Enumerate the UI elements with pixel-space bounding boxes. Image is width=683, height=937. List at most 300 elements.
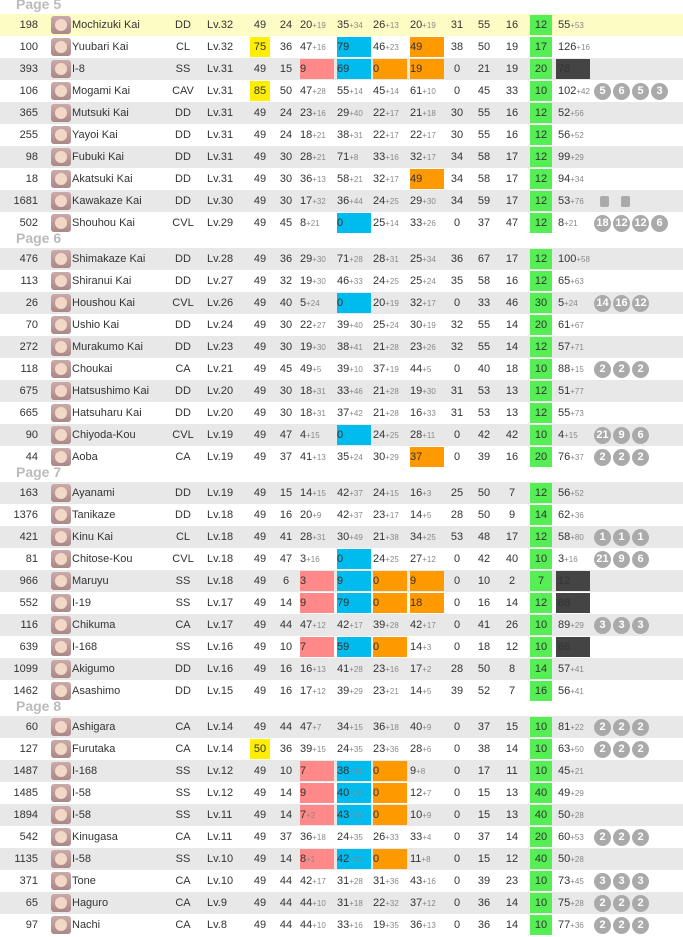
stat-antiair-value: 45	[373, 85, 386, 97]
stat-e: 0	[453, 63, 461, 75]
stat-firepower-value: 8	[300, 217, 307, 229]
stat-g: 14	[505, 897, 519, 909]
stat-a-value: 49	[253, 297, 267, 309]
stat-e: 0	[453, 575, 461, 587]
stat-g: 8	[508, 663, 516, 675]
stat-b: 44	[279, 875, 293, 887]
stat-hp-value: 100	[558, 253, 577, 265]
ship-name[interactable]: Mutsuki Kai	[72, 107, 129, 119]
stat-torpedo-value: 42	[337, 487, 350, 499]
stat-hp-bonus: +16	[576, 43, 590, 52]
table-row[interactable]	[0, 190, 683, 212]
stat-luck-value: 12	[534, 107, 548, 119]
stat-firepower-value: 44	[300, 897, 313, 909]
ship-name[interactable]: Tanikaze	[72, 509, 116, 521]
ship-name[interactable]: I-58	[72, 853, 91, 865]
stat-g: 13	[505, 787, 519, 799]
stat-firepower-value: 16	[300, 663, 313, 675]
stat-armor-bonus: +5	[422, 687, 432, 696]
avatar	[51, 484, 71, 502]
slot-list	[594, 782, 682, 804]
avatar-face	[55, 275, 67, 287]
stat-luck-value: 12	[534, 173, 548, 185]
table-row[interactable]	[0, 380, 683, 402]
ship-name[interactable]: Shimakaze Kai	[72, 253, 146, 265]
ship-name[interactable]: I-58	[72, 809, 91, 821]
stat-hp-value: 77	[558, 919, 571, 931]
table-row[interactable]	[0, 892, 683, 914]
stat-armor-value: 33	[410, 831, 423, 843]
table-row[interactable]	[0, 270, 683, 292]
stat-armor-bonus: +3	[422, 643, 432, 652]
stat-e: 0	[453, 919, 461, 931]
stat-a-value: 49	[253, 531, 267, 543]
stat-hp-value: 61	[558, 319, 571, 331]
stat-armor-value: 21	[410, 107, 423, 119]
ship-level: Lv.31	[207, 173, 234, 185]
ship-name[interactable]: I-58	[72, 787, 91, 799]
stat-torpedo-bonus: +15	[349, 723, 363, 732]
ship-name[interactable]: Ushio Kai	[72, 319, 120, 331]
stat-luck-value: 10	[534, 85, 548, 97]
stat-torpedo-value: 69	[337, 63, 350, 75]
table-row[interactable]	[0, 504, 683, 526]
table-row[interactable]	[0, 36, 683, 58]
stat-hp	[558, 402, 592, 424]
ship-name[interactable]: Maruyu	[72, 575, 109, 587]
stat-hp	[558, 892, 592, 914]
stat-torpedo-value: 33	[337, 919, 350, 931]
avatar	[51, 250, 71, 268]
stat-hp-value: 50	[558, 809, 571, 821]
stat-armor-value: 25	[410, 253, 423, 265]
stat-firepower-value: 47	[300, 619, 313, 631]
stat-firepower	[300, 526, 335, 548]
stat-hp-value: 55	[558, 407, 571, 419]
stat-b: 36	[279, 41, 293, 53]
ship-name[interactable]: Chitose-Kou	[72, 553, 133, 565]
table-row[interactable]	[0, 570, 683, 592]
stat-a	[250, 212, 270, 234]
table-row[interactable]	[0, 548, 683, 570]
table-row[interactable]	[0, 636, 683, 658]
stat-armor-bonus: +17	[422, 621, 436, 630]
table-row[interactable]	[0, 848, 683, 870]
stat-armor-value: 32	[410, 297, 423, 309]
stat-a-value: 49	[253, 809, 267, 821]
stat-e: 34	[450, 195, 464, 207]
stat-a-value: 49	[253, 19, 267, 31]
ship-type: DD	[175, 173, 191, 185]
stat-armor-value: 10	[410, 809, 423, 821]
ship-name[interactable]: Haguro	[72, 897, 109, 909]
stat-torpedo-value: 38	[337, 765, 350, 777]
stat-hp-bonus: +58	[576, 255, 590, 264]
table-row[interactable]	[0, 614, 683, 636]
stat-armor-bonus: +25	[422, 533, 436, 542]
table-row[interactable]	[0, 680, 683, 702]
table-row[interactable]	[0, 826, 683, 848]
stat-torpedo-bonus: +8	[349, 153, 359, 162]
stat-armor	[410, 614, 444, 636]
stat-e: 39	[450, 685, 464, 697]
table-row[interactable]	[0, 760, 683, 782]
stat-hp-value: 99	[558, 151, 571, 163]
stat-g: 15	[505, 721, 519, 733]
table-row[interactable]	[0, 80, 683, 102]
stat-torpedo	[337, 402, 371, 424]
ship-id: 97	[25, 919, 38, 931]
ship-name[interactable]: Kinu Kai	[72, 531, 113, 543]
ship-name[interactable]: I-168	[72, 641, 98, 653]
ship-name[interactable]: Furutaka	[72, 743, 116, 755]
stat-antiair-value: 0	[373, 765, 380, 777]
stat-torpedo	[337, 892, 371, 914]
stat-hp	[558, 738, 592, 760]
stat-torpedo-value: 71	[337, 151, 350, 163]
table-row[interactable]	[0, 402, 683, 424]
trash-icon[interactable]	[621, 196, 630, 207]
ship-level: Lv.12	[207, 787, 234, 799]
table-row[interactable]	[0, 526, 683, 548]
stat-e: 0	[453, 897, 461, 909]
ship-id: 106	[19, 85, 38, 97]
stat-torpedo	[337, 848, 371, 870]
stat-antiair	[373, 336, 407, 358]
stat-torpedo	[337, 124, 371, 146]
stat-e: 34	[450, 173, 464, 185]
avatar-face	[55, 487, 67, 499]
stat-firepower-value: 3	[300, 553, 307, 565]
slot-list	[594, 892, 682, 914]
stat-g: 14	[505, 831, 519, 843]
table-row[interactable]	[0, 592, 683, 614]
ship-type: CA	[175, 743, 191, 755]
ship-name[interactable]: Tone	[72, 875, 96, 887]
stat-luck-value: 20	[534, 63, 548, 75]
stat-firepower	[300, 124, 335, 146]
stat-luck-value: 7	[537, 575, 545, 587]
table-row[interactable]	[0, 102, 683, 124]
ship-type: SS	[175, 787, 191, 799]
stat-hp	[558, 526, 592, 548]
stat-armor	[410, 892, 444, 914]
slot-list	[594, 14, 682, 36]
stat-torpedo-value: 43	[337, 809, 350, 821]
table-row[interactable]	[0, 314, 683, 336]
stat-torpedo	[337, 36, 371, 58]
stat-torpedo	[337, 14, 371, 36]
ship-name[interactable]: I-19	[72, 597, 91, 609]
trash-icon[interactable]	[600, 196, 609, 207]
slot-count-badge: 1	[613, 529, 630, 546]
ship-name[interactable]: Mochizuki Kai	[72, 19, 140, 31]
slot-list	[594, 292, 682, 314]
stat-e: 0	[453, 363, 461, 375]
stat-a	[250, 592, 270, 614]
ship-name[interactable]: Yuubari Kai	[72, 41, 129, 53]
stat-luck	[530, 124, 552, 146]
stat-firepower	[300, 336, 335, 358]
stat-hp	[558, 548, 592, 570]
stat-antiair-value: 21	[373, 407, 386, 419]
table-row[interactable]	[0, 124, 683, 146]
stat-f: 17	[477, 765, 491, 777]
ship-type: DD	[175, 509, 191, 521]
ship-name[interactable]: Chiyoda-Kou	[72, 429, 136, 441]
stat-firepower-bonus: +7	[312, 723, 322, 732]
ship-name[interactable]: Nachi	[72, 919, 101, 931]
table-row[interactable]	[0, 482, 683, 504]
stat-torpedo-value: 39	[337, 363, 350, 375]
avatar	[51, 528, 71, 546]
stat-torpedo-value: 42	[337, 853, 350, 865]
stat-hp	[558, 636, 592, 658]
stat-antiair-bonus: +25	[385, 197, 399, 206]
stat-armor	[410, 58, 444, 80]
ship-id: 127	[19, 743, 38, 755]
stat-f: 10	[477, 575, 491, 587]
stat-firepower	[300, 58, 335, 80]
stat-luck-value: 10	[534, 919, 548, 931]
stat-hp-value: 76	[558, 451, 571, 463]
stat-antiair-bonus: +14	[385, 219, 399, 228]
stat-a-value: 49	[253, 363, 267, 375]
stat-luck	[530, 826, 552, 848]
table-row[interactable]	[0, 782, 683, 804]
stat-armor-value: 40	[410, 721, 423, 733]
stat-luck-value: 10	[534, 363, 548, 375]
ship-name[interactable]: Murakumo Kai	[72, 341, 143, 353]
stat-armor-value: 29	[410, 195, 423, 207]
stat-g: 47	[505, 217, 519, 229]
stat-armor-bonus: +9	[422, 723, 432, 732]
stat-firepower	[300, 380, 335, 402]
stat-f: 53	[477, 385, 491, 397]
ship-name[interactable]: Houshou Kai	[72, 297, 135, 309]
stat-luck-value: 12	[534, 341, 548, 353]
stat-e: 34	[450, 151, 464, 163]
stat-firepower-bonus: +28	[312, 87, 326, 96]
avatar	[51, 572, 71, 590]
stat-torpedo-value: 42	[337, 619, 350, 631]
ship-name[interactable]: Shiranui Kai	[72, 275, 132, 287]
stat-torpedo-value: 9	[337, 575, 344, 587]
stat-antiair-value: 37	[373, 363, 386, 375]
ship-id: 393	[19, 63, 38, 75]
stat-hp-value: 12	[558, 575, 571, 587]
avatar-face	[55, 919, 67, 931]
stat-b: 15	[279, 63, 293, 75]
stat-f: 16	[477, 597, 491, 609]
avatar	[51, 192, 71, 210]
table-row[interactable]	[0, 424, 683, 446]
table-row[interactable]	[0, 716, 683, 738]
stat-b: 44	[279, 919, 293, 931]
stat-firepower-bonus: +18	[312, 833, 326, 842]
avatar	[51, 382, 71, 400]
stat-firepower-value: 47	[300, 721, 313, 733]
stat-firepower-bonus: +21	[312, 153, 326, 162]
stat-firepower-value: 47	[300, 41, 313, 53]
ship-name[interactable]: Choukai	[72, 363, 113, 375]
stat-firepower	[300, 146, 335, 168]
ship-name[interactable]: Akigumo	[72, 663, 115, 675]
ship-name[interactable]: Aoba	[72, 451, 98, 463]
ship-name[interactable]: Asashimo	[72, 685, 121, 697]
ship-type: CVL	[172, 217, 194, 229]
ship-name[interactable]: Akatsuki Kai	[72, 173, 133, 185]
stat-armor-bonus: +4	[422, 833, 432, 842]
table-row[interactable]	[0, 446, 683, 468]
slot-count-badge: 3	[632, 617, 649, 634]
stat-a-value: 49	[253, 429, 267, 441]
table-row[interactable]	[0, 248, 683, 270]
table-row[interactable]	[0, 870, 683, 892]
stat-antiair	[373, 826, 407, 848]
ship-id: 476	[19, 253, 38, 265]
stat-b: 37	[279, 831, 293, 843]
ship-name[interactable]: Hatsuharu Kai	[72, 407, 142, 419]
ship-name[interactable]: I-168	[72, 765, 98, 777]
ship-type: CA	[175, 831, 191, 843]
stat-antiair-value: 46	[373, 41, 386, 53]
ship-id: 1376	[13, 509, 38, 521]
stat-b: 16	[279, 509, 293, 521]
avatar	[51, 272, 71, 290]
stat-armor-bonus: +30	[422, 197, 436, 206]
ship-name[interactable]: Kinugasa	[72, 831, 118, 843]
stat-armor-bonus: +12	[422, 899, 436, 908]
ship-name[interactable]: Yayoi Kai	[72, 129, 118, 141]
ship-id: 421	[19, 531, 38, 543]
stat-g: 13	[505, 385, 519, 397]
ship-name[interactable]: Ayanami	[72, 487, 115, 499]
stat-hp-value: 50	[558, 853, 571, 865]
ship-name[interactable]: Ashigara	[72, 721, 116, 733]
stat-hp-bonus: +37	[570, 453, 584, 462]
stat-antiair-bonus: +28	[385, 409, 399, 418]
stat-hp-bonus: +28	[570, 899, 584, 908]
slot-count-badge: 12	[613, 215, 630, 232]
stat-e: 31	[450, 385, 464, 397]
stat-f: 33	[477, 297, 491, 309]
stat-firepower-bonus: +30	[312, 255, 326, 264]
stat-antiair-bonus: +24	[385, 321, 399, 330]
avatar	[51, 872, 71, 890]
ship-id: 675	[19, 385, 38, 397]
stat-torpedo-value: 39	[337, 685, 350, 697]
stat-armor-bonus: +13	[422, 921, 436, 930]
stat-armor-bonus: +34	[422, 255, 436, 264]
ship-name[interactable]: Mogami Kai	[72, 85, 131, 97]
table-row[interactable]	[0, 146, 683, 168]
table-row[interactable]	[0, 358, 683, 380]
table-row[interactable]	[0, 168, 683, 190]
table-row[interactable]	[0, 292, 683, 314]
stat-antiair	[373, 504, 407, 526]
avatar	[51, 550, 71, 568]
stat-hp	[558, 716, 592, 738]
table-row[interactable]	[0, 738, 683, 760]
stat-luck-value: 12	[534, 407, 548, 419]
stat-torpedo-bonus: +29	[349, 687, 363, 696]
avatar-face	[55, 809, 67, 821]
stat-antiair	[373, 270, 407, 292]
stat-luck-value: 12	[534, 275, 548, 287]
stat-torpedo	[337, 446, 371, 468]
stat-firepower-value: 18	[300, 407, 313, 419]
ship-level: Lv.9	[207, 897, 227, 909]
ship-level: Lv.20	[207, 385, 234, 397]
stat-antiair	[373, 146, 407, 168]
stat-armor-value: 20	[410, 19, 423, 31]
stat-b: 30	[279, 195, 293, 207]
stat-firepower	[300, 760, 335, 782]
stat-antiair-value: 23	[373, 663, 386, 675]
stat-firepower	[300, 804, 335, 826]
table-row[interactable]	[0, 14, 683, 36]
stat-torpedo-value: 38	[337, 129, 350, 141]
ship-name[interactable]: Kawakaze Kai	[72, 195, 142, 207]
table-row[interactable]	[0, 58, 683, 80]
slot-list	[594, 146, 682, 168]
slot-list	[594, 738, 682, 760]
stat-antiair	[373, 124, 407, 146]
ship-id: 198	[19, 19, 38, 31]
stat-firepower-bonus: +9	[312, 511, 322, 520]
stat-torpedo-value: 31	[337, 897, 350, 909]
ship-name[interactable]: Fubuki Kai	[72, 151, 124, 163]
table-row[interactable]	[0, 336, 683, 358]
ship-level: Lv.14	[207, 721, 234, 733]
avatar	[51, 16, 71, 34]
avatar-face	[55, 107, 67, 119]
table-row[interactable]	[0, 212, 683, 234]
ship-name[interactable]: Shouhou Kai	[72, 217, 135, 229]
stat-luck-value: 12	[534, 385, 548, 397]
stat-a-value: 49	[253, 407, 267, 419]
stat-b: 44	[279, 897, 293, 909]
ship-name[interactable]: Hatsushimo Kai	[72, 385, 150, 397]
stat-torpedo-bonus: +37	[349, 489, 363, 498]
stat-antiair-bonus: +25	[385, 555, 399, 564]
ship-name[interactable]: I-8	[72, 63, 85, 75]
slot-count-badge: 2	[594, 741, 611, 758]
stat-armor-bonus: +2	[422, 665, 432, 674]
ship-name[interactable]: Chikuma	[72, 619, 116, 631]
stat-antiair-bonus: +19	[385, 299, 399, 308]
stat-hp	[558, 190, 592, 212]
stat-b: 47	[279, 553, 293, 565]
stat-firepower-bonus: +10	[312, 921, 326, 930]
stat-hp	[558, 380, 592, 402]
ship-type: CA	[175, 619, 191, 631]
stat-luck	[530, 592, 552, 614]
stat-firepower-value: 20	[300, 509, 313, 521]
stat-e: 0	[453, 619, 461, 631]
table-row[interactable]	[0, 658, 683, 680]
stat-firepower	[300, 680, 335, 702]
stat-f: 39	[477, 451, 491, 463]
stat-luck-value: 20	[534, 451, 548, 463]
avatar-face	[55, 85, 67, 97]
stat-armor	[410, 592, 444, 614]
table-row[interactable]	[0, 804, 683, 826]
stat-luck	[530, 14, 552, 36]
stat-luck	[530, 248, 552, 270]
stat-f: 40	[477, 363, 491, 375]
